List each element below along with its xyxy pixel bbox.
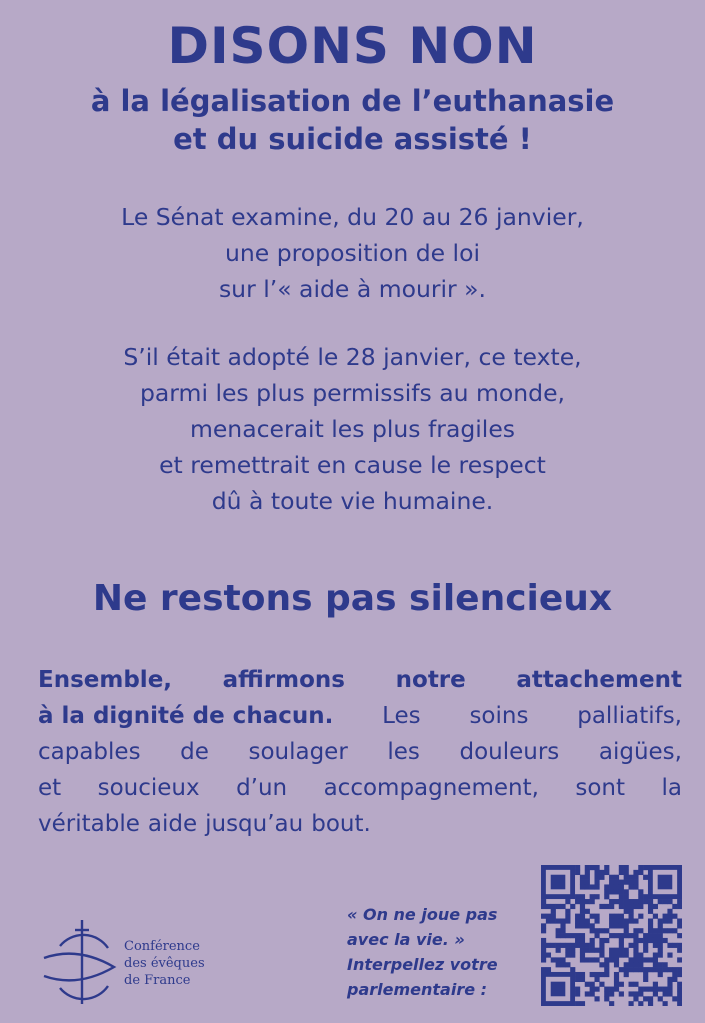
subtitle-line-2: et du suicide assisté ! — [173, 122, 532, 156]
cross-fish-logo-icon — [38, 918, 122, 1008]
quote-call-to-action — [347, 902, 537, 1002]
qr-code-icon[interactable] — [541, 865, 682, 1006]
word: Ensemble, — [38, 667, 173, 693]
body-line-1 — [38, 662, 682, 698]
word: attachement — [516, 667, 682, 693]
body-line-5 — [38, 806, 682, 842]
word: notre — [395, 667, 466, 693]
body-line-2 — [38, 698, 682, 734]
logo-line: de France — [124, 973, 191, 988]
paragraph-line: une proposition de loi — [225, 239, 480, 267]
word: d’un — [236, 775, 288, 801]
paragraph-line: et remettrait en cause le respect — [159, 451, 546, 479]
logo-text — [124, 938, 205, 989]
paragraph-adoption — [0, 339, 705, 519]
word: aigües, — [598, 739, 682, 765]
paragraph-line: sur l’« aide à mourir ». — [218, 275, 487, 303]
word: véritable — [38, 811, 140, 837]
word: soulager — [248, 739, 348, 765]
subtitle-line-1: à la légalisation de l’euthanasie — [90, 84, 615, 118]
word: aide — [147, 811, 198, 837]
word: accompagnement, — [323, 775, 539, 801]
subtitle — [0, 82, 705, 158]
paragraph-line: S’il était adopté le 28 janvier, ce texte, — [123, 343, 582, 371]
word: la — [661, 775, 682, 801]
word: bout. — [311, 811, 371, 837]
word: et — [38, 775, 62, 801]
word: affirmons — [222, 667, 346, 693]
word: Les — [382, 703, 421, 729]
paragraph-line: dû à toute vie humaine. — [211, 487, 494, 515]
word: les — [387, 739, 420, 765]
body-line-4 — [38, 770, 682, 806]
quote-line: parlementaire : — [347, 980, 488, 999]
quote-line: Interpellez votre — [347, 955, 498, 974]
cef-logo — [38, 918, 218, 1008]
logo-line: Conférence — [124, 939, 200, 954]
word: palliatifs, — [577, 703, 682, 729]
bold-phrase: à la dignité de chacun. — [38, 703, 334, 729]
word: sont — [575, 775, 626, 801]
logo-line: des évêques — [124, 956, 205, 971]
word: douleurs — [459, 739, 560, 765]
word: de — [180, 739, 209, 765]
paragraph-senat — [0, 199, 705, 307]
word: capables — [38, 739, 141, 765]
quote-line: « On ne joue pas — [347, 905, 498, 924]
word: soins — [469, 703, 529, 729]
body-paragraph — [38, 662, 682, 842]
paragraph-line: parmi les plus permissifs au monde, — [139, 379, 566, 407]
word: soucieux — [97, 775, 200, 801]
body-line-3 — [38, 734, 682, 770]
section-heading: Ne restons pas silencieux — [92, 578, 613, 619]
main-title: DISONS NON — [167, 17, 538, 75]
paragraph-line: Le Sénat examine, du 20 au 26 janvier, — [121, 203, 584, 231]
quote-line: avec la vie. » — [347, 930, 465, 949]
word: jusqu’au — [205, 811, 304, 837]
paragraph-line: menacerait les plus fragiles — [189, 415, 516, 443]
